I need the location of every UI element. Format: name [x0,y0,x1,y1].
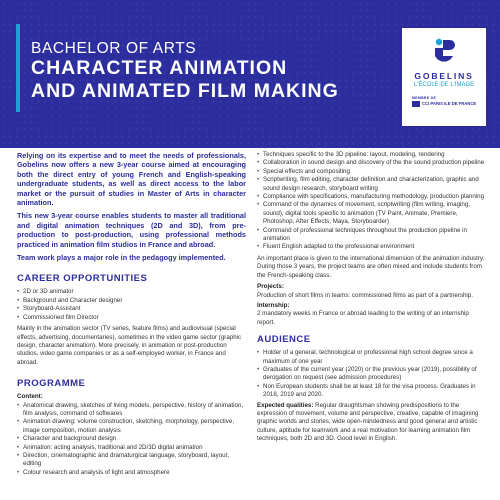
content-label: Content: [17,393,43,401]
internship-text: 2 mandatory weeks in France or abroad leading to the writing of an internship report. [257,310,469,326]
title-line-2: AND ANIMATED FILM MAKING [31,80,339,102]
intro-paragraph-3: Team work plays a major role in the pedagogy implemented. [17,253,226,263]
programme-item: • Collaboration in sound design and discovery of the the sound production pipeline [257,159,486,167]
title-line-1: CHARACTER ANIMATION [31,57,288,79]
expected-qualities-text: Regular draughtsman showing predispositions to the expression of movement, volume and perspective, creative, capable of imagining graphic worlds and stories, wide open-mindedness and good general and artistic culture, aptitude for teamwork and a real motivation for learning animation film techniques, both 2D and 3D. Good level in English. [257,401,479,443]
gobelins-logo-mark-icon [433,38,455,68]
programme-item: • Character and background design [17,435,246,443]
programme-heading: PROGRAMME [17,378,86,390]
member-org: CCI PARIS ILE DE FRANCE [422,101,477,106]
programme-item: • Compliance with specifications, manufacturing methodology, production planning [257,193,486,201]
expected-qualities [257,402,486,444]
career-item: • 2D or 3D animator [17,288,246,296]
programme-item: • Command of professional techniques throughout the production pipeline in animation [257,227,486,244]
programme-item: • Anatomical drawing, sketches of living models, perspective, history of animation, film analysis, command of softwares [17,402,246,419]
programme-item: • Command of the dynamics of movement, scriptwriting (film writing, imaging, sound), digital tools specific to animation (TV Paint, Animate, Premiere, Photoshop, After Effects, Maya, Storyboarder) [257,201,486,226]
career-item: • Background and Character designer [17,297,246,305]
career-heading: CAREER OPPORTUNITIES [17,273,148,285]
career-item: • Commissioned film Director [17,314,246,322]
left-column [17,151,246,477]
career-list [17,288,246,322]
expected-qualities-label: Expected qualities: [257,401,314,409]
cci-flag-icon [412,101,420,107]
audience-item: • Graduates of the current year (2020) or the previous year (2019), possibility of derogation on request (see admission procedures) [257,366,486,383]
projects-label: Projects: [257,283,284,291]
career-paragraph: Mainly in the animation sector (TV series, feature films) and audiovisual (special effects, advertising, documentaries), sometimes in the video game sector (graphic design, character animation). More precisely, in animation or post-production studios, video game companies or as a self-employed worker, in France and abroad. [17,325,242,366]
programme-list-part-1 [17,402,246,478]
projects-text: Production of short films in teams: commissioned films as part of a partnership. [257,291,473,299]
audience-item: • Non European students shall be at least 18 for the visa process. Graduates in 2018, 2019 and 2020. [257,383,486,400]
header-accent-bar [16,24,20,112]
header-banner [0,0,500,148]
internship-label: Internship: [257,301,290,309]
right-column [257,151,486,450]
gobelins-logo [402,28,486,126]
international-paragraph: An important place is given to the international dimension of the animation industry. During those 3 years, the project teams are often mixed and include students from the French-speaking class. [257,254,485,279]
career-item: • Storyboard-Assistant [17,305,246,313]
audience-list [257,349,486,399]
audience-heading: AUDIENCE [257,334,311,346]
degree-kicker: BACHELOR OF ARTS [31,40,197,57]
brand-name: GOBELINS [414,71,474,81]
audience-item: • Holder of a general, technological or professional high school degree since a maximum of one year [257,349,486,366]
brand-tagline: L'ÉCOLE DE L'IMAGE [413,82,475,88]
programme-list-part-2 [257,151,486,252]
programme-item: • Animation drawing: volume construction, sketching, morphology, perspective, image composition, motion analysis [17,418,246,435]
programme-item: • Scriptwriting, film editing, character definition and characterization, graphic and sound design research, storyboard writing [257,176,486,193]
member-label: MEMBRE DE [412,96,437,100]
intro-paragraph-2: This new 3-year course enables students to master all traditional and digital animation techniques (2D and 3D), from pre-production to post-production, using professional methods practiced in animation film studios in France and abroad. [17,211,246,249]
programme-item: • Animation: acting analysis, traditional and 2D/3D digital animation [17,444,246,452]
programme-item: • Special effects and compositing [257,168,486,176]
programme-item: • Techniques specific to the 3D pipeline: layout, modeling, rendering [257,151,486,159]
programme-item: • Fluent English adapted to the professional environment [257,243,486,251]
intro-paragraph-1: Relying on its expertise and to meet the needs of professionals, Gobelins now offers a new 3-year course aimed at encouraging both the direct entry of young French and English-speaking undergraduate students, as well as direct access to the labor market or the pursuit of studies in Master of Arts in character animation. [17,151,246,208]
programme-item: • Direction, cinematographic and dramaturgical language, storyboard, layout, editing [17,452,246,469]
programme-item: • Colour research and analysis of light and atmosphere [17,469,246,477]
